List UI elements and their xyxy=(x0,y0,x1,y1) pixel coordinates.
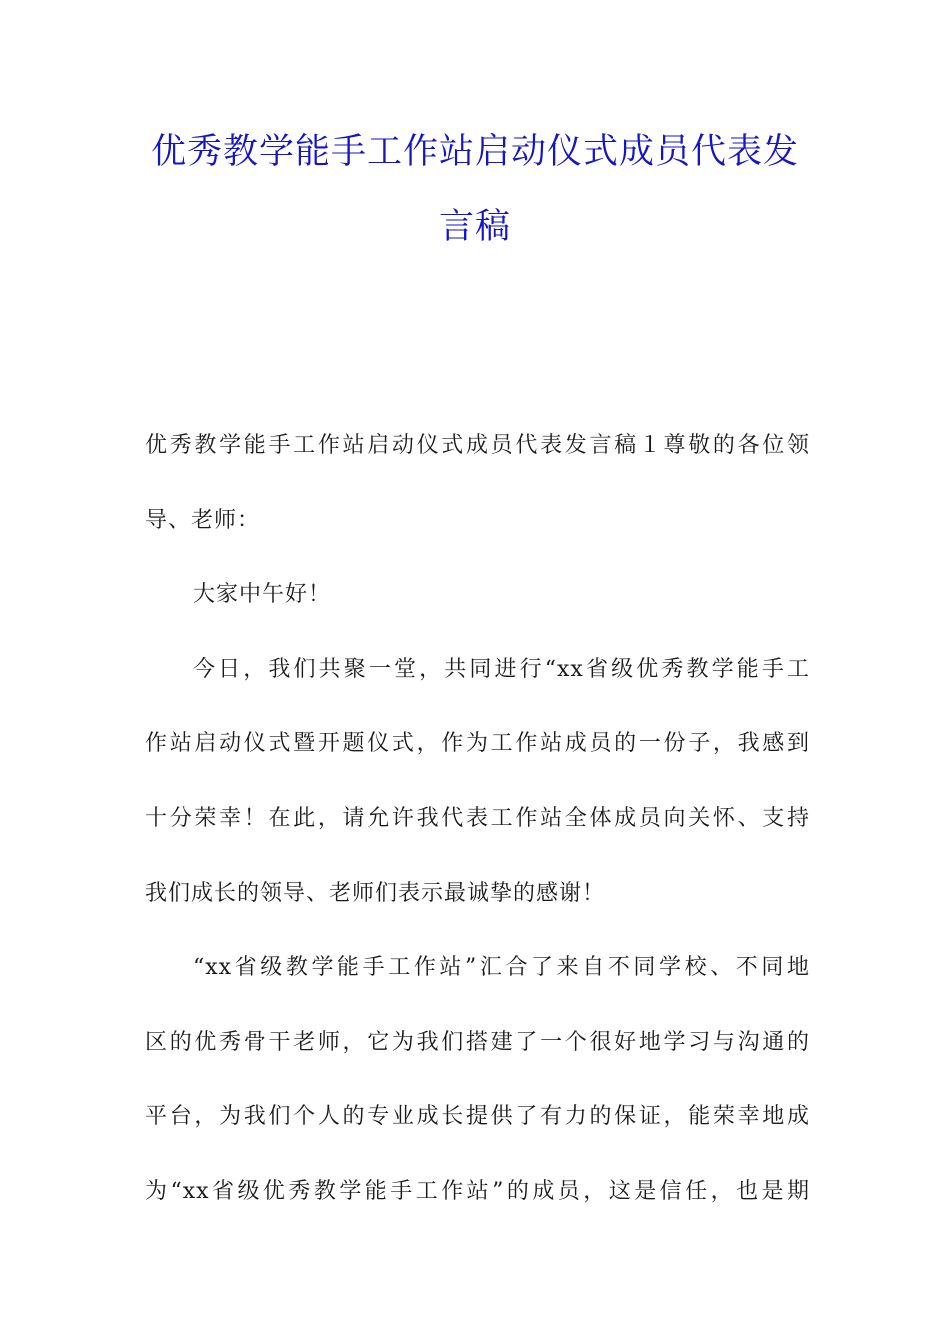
body-line-11: 为“xx省级优秀教学能手工作站”的成员，这是信任，也是期 xyxy=(145,1178,810,1204)
body-line-9: 区的优秀骨干老师，它为我们搭建了一个很好地学习与沟通的 xyxy=(145,1029,810,1055)
document-body xyxy=(145,409,810,1230)
body-line-8: “xx省级教学能手工作站”汇合了来自不同学校、不同地 xyxy=(193,955,810,981)
body-line-6: 十分荣幸！在此，请允许我代表工作站全体成员向关怀、支持 xyxy=(145,805,810,831)
body-line-2: 导、老师： xyxy=(145,507,261,533)
document-title-line-2: 言稿 xyxy=(438,207,511,247)
body-line-1: 优秀教学能手工作站启动仪式成员代表发言稿１尊敬的各位领 xyxy=(145,433,810,458)
body-line-10: 平台，为我们个人的专业成长提供了有力的保证，能荣幸地成 xyxy=(145,1104,810,1130)
body-line-3: 大家中午好！ xyxy=(193,582,332,608)
document-title-line-1: 优秀教学能手工作站启动仪式成员代表发 xyxy=(150,132,799,172)
body-line-5: 作站启动仪式暨开题仪式，作为工作站成员的一份子，我感到 xyxy=(145,731,810,757)
body-line-7: 我们成长的领导、老师们表示最诚挚的感谢！ xyxy=(145,880,606,906)
body-line-4: 今日，我们共聚一堂，共同进行“xx省级优秀教学能手工 xyxy=(193,656,810,682)
